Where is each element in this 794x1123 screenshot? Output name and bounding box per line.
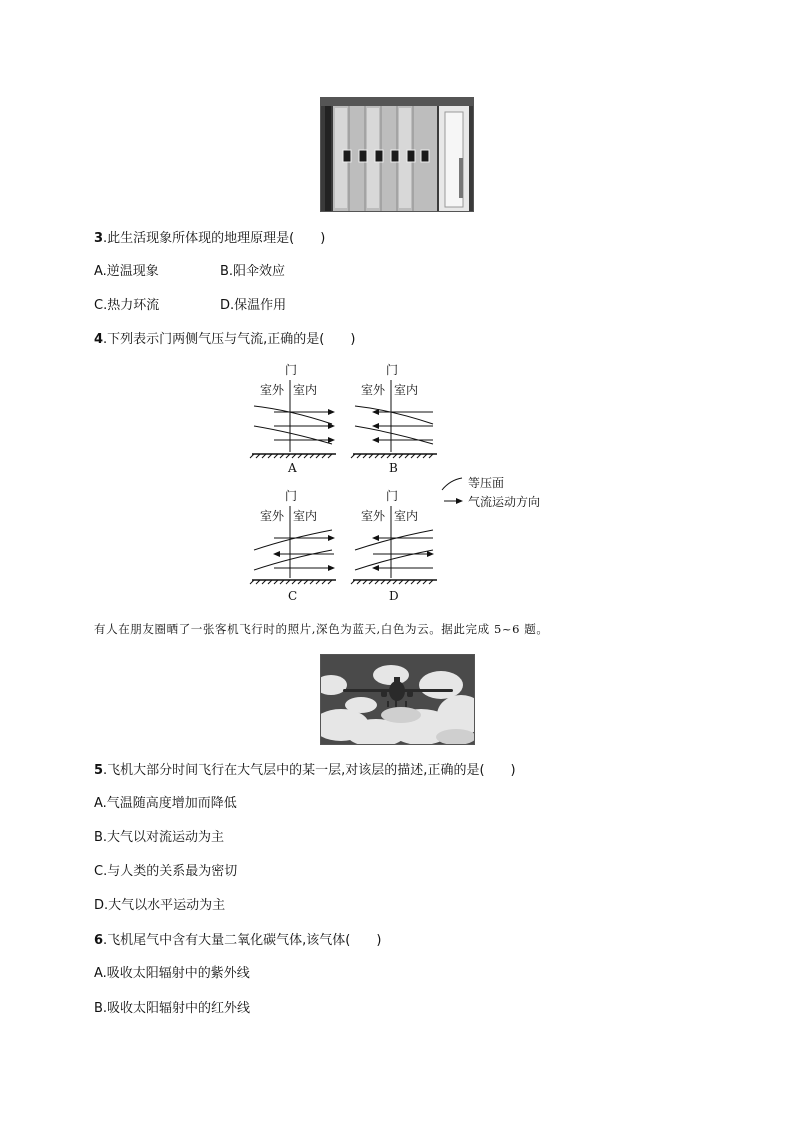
question-text: .此生活现象所体现的地理原理是( )	[103, 231, 326, 246]
door-label: 门	[386, 363, 399, 377]
outside-label: 室外	[361, 383, 386, 397]
question-text: .下列表示门两侧气压与气流,正确的是( )	[103, 332, 356, 347]
question-number: 6	[94, 933, 104, 948]
passage-intro: 有人在朋友圈晒了一张客机飞行时的照片,深色为蓝天,白色为云。据此完成 5~6 题。	[94, 622, 549, 636]
question-text: .飞机尾气中含有大量二氧化碳气体,该气体( )	[103, 933, 382, 948]
q3-option-b: B.阳伞效应	[220, 264, 286, 279]
q5-option-c: C.与人类的关系最为密切	[94, 864, 238, 879]
question-number: 5	[94, 763, 104, 778]
inside-label: 室内	[293, 509, 318, 523]
panel-label-a: A	[288, 461, 297, 475]
panel-label-b: B	[389, 461, 398, 475]
q3-option-c: C.热力环流	[94, 298, 160, 313]
q6-option-b: B.吸收太阳辐射中的红外线	[94, 1001, 251, 1016]
panel-label-c: C	[288, 589, 298, 603]
outside-label: 室外	[260, 509, 285, 523]
panel-c	[250, 488, 336, 603]
door-label: 门	[386, 489, 399, 503]
panel-d	[351, 488, 437, 603]
pressure-airflow-diagram	[240, 358, 560, 608]
airplane-photo	[320, 654, 475, 745]
q5-option-d: D.大气以水平运动为主	[94, 898, 226, 913]
legend-isobar-label: 等压面	[468, 476, 505, 490]
panel-b	[351, 362, 437, 475]
outside-label: 室外	[260, 383, 285, 397]
q3-option-a: A.逆温现象	[94, 264, 159, 279]
question-6	[94, 933, 381, 949]
q6-option-a: A.吸收太阳辐射中的紫外线	[94, 966, 250, 981]
inside-label: 室内	[394, 383, 419, 397]
question-text: .飞机大部分时间飞行在大气层中的某一层,对该层的描述,正确的是( )	[103, 763, 516, 778]
legend-airflow-label: 气流运动方向	[468, 495, 541, 509]
isobar-legend-icon	[442, 478, 462, 490]
diagram-legend	[442, 476, 540, 509]
q5-option-a: A.气温随高度增加而降低	[94, 796, 237, 811]
q3-option-d: D.保温作用	[220, 298, 287, 313]
panel-label-d: D	[389, 589, 399, 603]
q5-option-b: B.大气以对流运动为主	[94, 830, 225, 845]
panel-a	[250, 362, 336, 475]
outside-label: 室外	[361, 509, 386, 523]
question-number: 4	[94, 332, 104, 347]
door-curtain-photo	[320, 97, 474, 212]
question-5	[94, 763, 516, 779]
inside-label: 室内	[293, 383, 318, 397]
question-3	[94, 231, 325, 247]
question-number: 3	[94, 231, 104, 246]
door-label: 门	[285, 363, 298, 377]
door-label: 门	[285, 489, 298, 503]
question-4	[94, 332, 355, 348]
inside-label: 室内	[394, 509, 419, 523]
